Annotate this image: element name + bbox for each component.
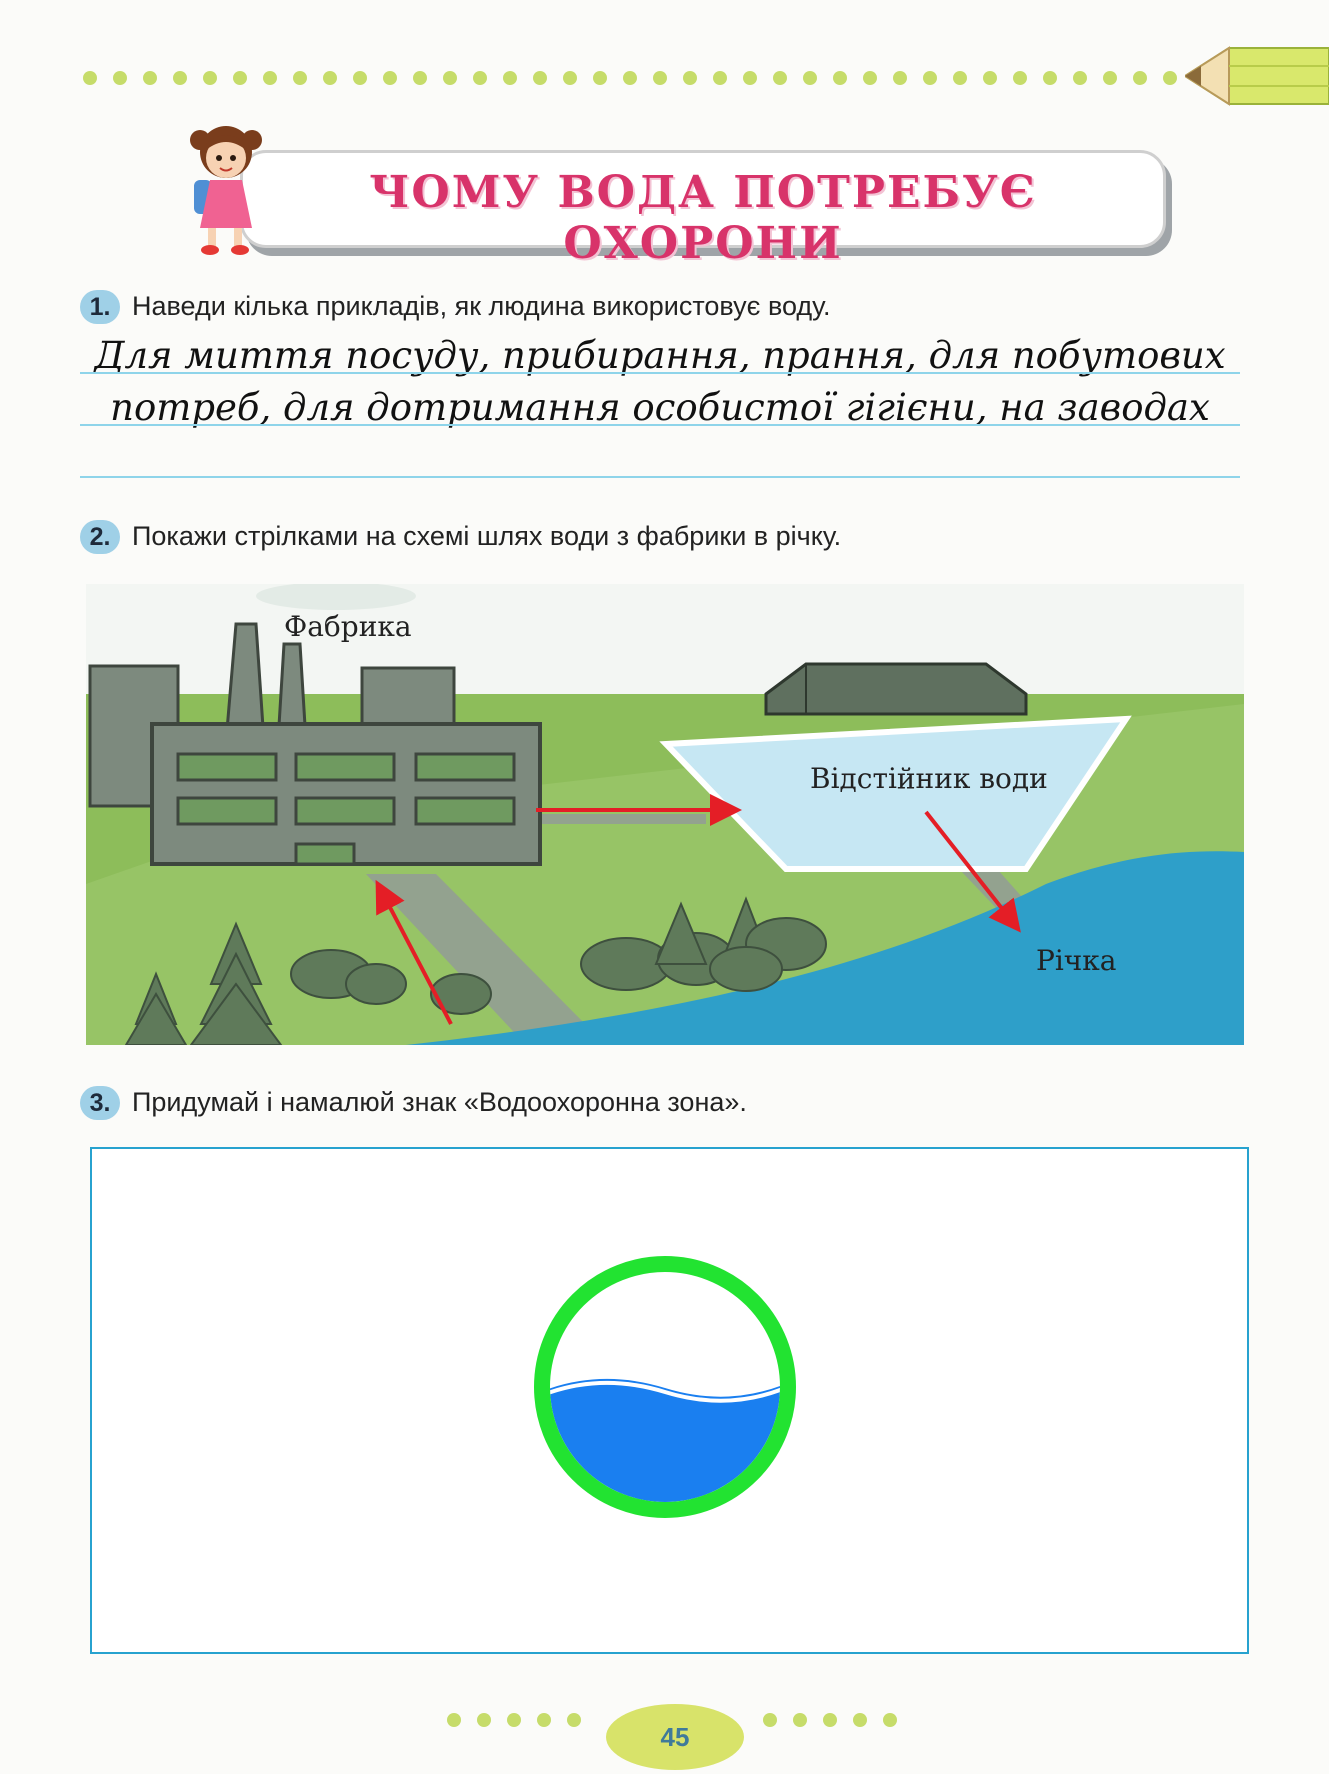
task-1 xyxy=(80,290,830,324)
water-protection-zone-sign xyxy=(520,1238,810,1536)
task-number: 3. xyxy=(80,1086,120,1120)
task-text: Покажи стрілками на схемі шлях води з фабрики в річку. xyxy=(132,521,842,551)
writing-line xyxy=(80,372,1240,374)
task-text: Наведи кілька прикладів, як людина використовує воду. xyxy=(132,291,831,321)
page-title: ЧОМУ ВОДА ПОТРЕБУЄ ОХОРОНИ xyxy=(369,167,1037,269)
title-banner xyxy=(240,150,1166,269)
task-number: 2. xyxy=(80,520,120,554)
river-label: Річка xyxy=(1036,944,1117,977)
settling-pond-label: Відстійник води xyxy=(810,762,1048,795)
girl-illustration-icon xyxy=(180,118,272,258)
factory-river-scheme xyxy=(86,584,1244,1045)
task-text: Придумай і намалюй знак «Водоохоронна зона». xyxy=(132,1087,747,1117)
writing-line xyxy=(80,476,1240,478)
task-3 xyxy=(80,1086,747,1120)
factory-label: Фабрика xyxy=(284,610,412,643)
page-number: 45 xyxy=(606,1704,744,1770)
pencil-icon xyxy=(1185,40,1329,112)
task-2 xyxy=(80,520,841,554)
answer-line-2: потреб, для дотримання особистої гігієни, на заводах xyxy=(110,386,1210,429)
decorative-dots-top xyxy=(80,66,1190,90)
answer-line-1: Для миття посуду, прибирання, прання, для побутових xyxy=(94,334,1226,377)
task-number: 1. xyxy=(80,290,120,324)
writing-line xyxy=(80,424,1240,426)
